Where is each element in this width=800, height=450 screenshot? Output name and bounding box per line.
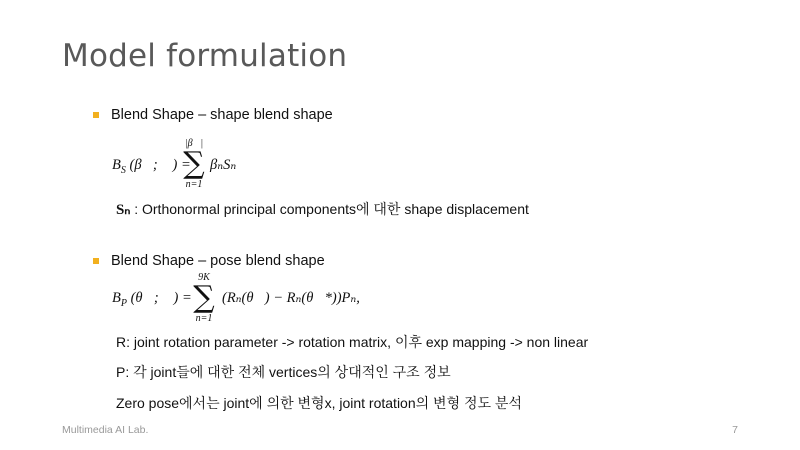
eq1-args: (β⃗; 𝒮) = xyxy=(129,157,191,173)
bullet-label: Blend Shape – pose blend shape xyxy=(111,253,325,269)
footer-lab: Multimedia AI Lab. xyxy=(62,424,149,436)
eq1-sum-upper: |β⃗| xyxy=(184,138,204,149)
note-p: P: 각 joint들에 대한 전체 vertices의 상대적인 구조 정보 xyxy=(116,364,451,380)
page-number: 7 xyxy=(732,424,738,436)
note-zero-pose: Zero pose에서는 joint에 의한 변형x, joint rotation의 변형 정도 분석 xyxy=(116,395,522,411)
note-r: R: joint rotation parameter -> rotation matrix, 이후 exp mapping -> non linear xyxy=(116,334,589,350)
eq1-lhs-sub: S xyxy=(120,164,126,176)
eq2-sum xyxy=(192,272,216,324)
eq1-sum xyxy=(182,138,206,190)
eq2-lhs: B xyxy=(112,290,121,306)
sigma-icon: ∑ xyxy=(183,146,205,181)
bullet-shape-blend xyxy=(93,107,333,123)
eq2-args: (θ⃗; 𝒫) = xyxy=(130,290,192,306)
eq1-term: βₙSₙ xyxy=(210,157,237,173)
sigma-icon: ∑ xyxy=(193,280,215,315)
eq2-sum-upper: 9K xyxy=(198,272,210,283)
bullet-label: Blend Shape – shape blend shape xyxy=(111,107,333,123)
eq2-term: (Rₙ(θ⃗) − Rₙ(θ⃗*))Pₙ, xyxy=(222,290,360,306)
eq2-lhs-sub: P xyxy=(120,297,127,309)
slide-title: Model formulation xyxy=(62,38,348,74)
bullet-pose-blend xyxy=(93,253,325,269)
equation-shape-blend xyxy=(112,157,191,176)
eq1-sum-lower: n=1 xyxy=(185,179,203,190)
bullet-marker-icon xyxy=(93,258,99,264)
eq1-note-text: : Orthonormal principal components에 대한 shape displacement xyxy=(134,201,529,217)
eq1-lhs: B xyxy=(112,157,121,173)
equation-pose-blend xyxy=(112,290,192,309)
eq2-sum-lower: n=1 xyxy=(195,313,213,324)
eq1-note xyxy=(116,199,529,219)
bullet-marker-icon xyxy=(93,112,99,118)
eq1-note-symbol: Sₙ xyxy=(116,202,131,218)
